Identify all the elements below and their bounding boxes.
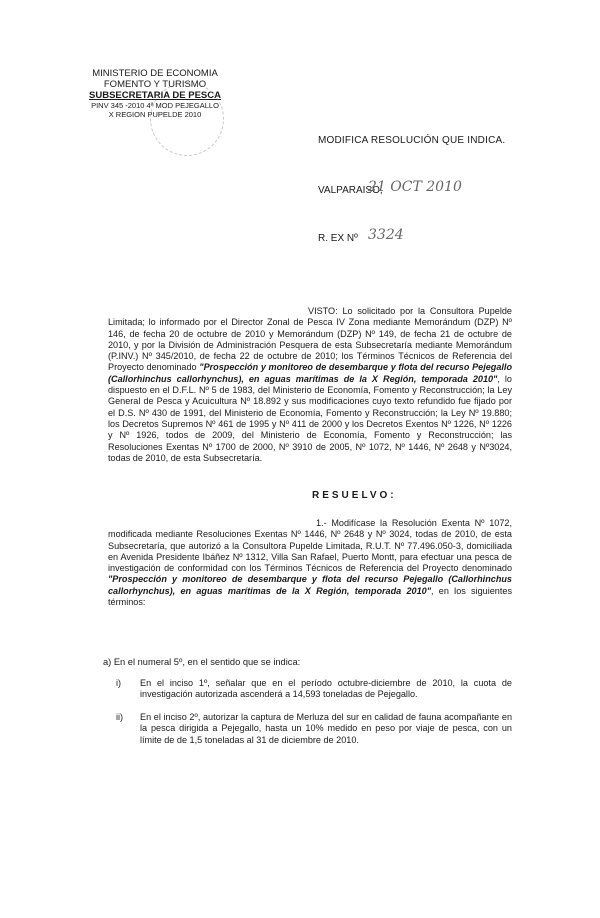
official-seal-stamp: [150, 82, 224, 156]
visto-paragraph: [108, 306, 512, 464]
article-1-text-2: , en los siguientes términos:: [108, 585, 512, 608]
subitem-marker: i): [116, 678, 122, 688]
item-a: a) En el numeral 5º, en el sentido que se indica:: [103, 657, 301, 667]
visto-text: Lo solicitado por la Consultora Pupelde Limitada; lo informado por el Director Zonal de Pesca IV Zona mediante Memorándum (DZP) Nº 146, de fecha 20 de octubre de 2010 y Memorándum (DZP) Nº 149, de fecha 21 de octubre de 2010, y por la División de Administración Pesquera de esta Subsecretaría mediante Memorándum (P.INV.) Nº 345/2010, de fecha 22 de octubre de 2010; los Términos Técnicos de Referencia del Proyecto denominado: [108, 306, 512, 373]
letterhead-ministry-2: FOMENTO Y TURISMO: [103, 79, 207, 90]
handwritten-resolution-number: 3324: [368, 227, 404, 243]
article-1-paragraph: [108, 518, 512, 608]
subitem-text: En el inciso 1º, señalar que en el período octubre-diciembre de 2010, la cuota de investigación autorizada ascenderá a 14,593 toneladas de Pejegallo.: [140, 678, 512, 700]
visto-project-name: "Prospección y monitoreo de desembarque y flota del recurso Pejegallo (Callorhinchus callorhynchus), en aguas marítimas de la X Región, temporada 2010": [108, 362, 512, 384]
visto-lead: VISTO:: [308, 306, 338, 316]
letterhead-subsecretaria: SUBSECRETARIA DE PESCA: [89, 90, 221, 101]
subitem-ii: [116, 712, 512, 746]
subitem-i: [116, 678, 512, 701]
handwritten-date: 21 OCT 2010: [368, 179, 462, 195]
letterhead-region: X REGION PUPELDE 2010: [108, 110, 202, 119]
article-1-text: 1.- Modifícase la Resolución Exenta Nº 1072, modificada mediante Resoluciones Exentas Nº 1446, Nº 2648 y Nº 3024, todas de 2010, de esta Subsecretaría, que autorizó a la Consultora Pupelde Limitada, R.U.T. Nº 77.496.050-3, domiciliada en Avenida Presidente Ibáñez Nº 1312, Villa San Rafael, Puerto Montt, para efectuar una pesca de investigación de conformidad con los Términos Técnicos de Referencia del Proyecto denominado: [108, 518, 512, 574]
resolution-number-label: R. EX Nº: [318, 233, 358, 244]
visto-text-2: , lo dispuesto en el D.F.L. Nº 5 de 1983, del Ministerio de Economía, Fomento y Reconstrucción; la Ley General de Pesca y Acuicultura Nº 18.892 y sus modificaciones cuyo texto refundido fue fijado por el D.S. Nº 430 de 1991, del Ministerio de Economía, Fomento y Reconstrucción; la Ley Nº 19.880; los Decretos Supremos Nº 461 de 1995 y Nº 411 de 2000 y los Decretos Exentos Nº 1226, Nº 1226 y Nº 1926, todos de 2009, del Ministerio de Economía, Fomento y Reconstrucción; las Resoluciones Exentas Nº 1700 de 2000, Nº 3910 de 2005, Nº 1072, Nº 1446, Nº 2648 y Nº3024, todas de 2010, de esta Subsecretaría.: [108, 373, 512, 463]
article-1-project-name: "Prospección y monitoreo de desembarque y flota del recurso Pejegallo (Callorhinchus callorhynchus), en aguas marítimas de la X Región, temporada 2010": [108, 574, 512, 596]
letterhead-reference: PINV 345 -2010 4ª MOD PEJEGALLO: [91, 101, 219, 110]
subitem-marker: ii): [116, 712, 124, 722]
place-label: VALPARAISO,: [318, 185, 383, 196]
resuelvo-heading: RESUELVO:: [312, 490, 397, 501]
letterhead-ministry: MINISTERIO DE ECONOMIA: [92, 68, 218, 79]
document-title: MODIFICA RESOLUCIÓN QUE INDICA.: [318, 135, 506, 146]
subitem-text: En el inciso 2º, autorizar la captura de Merluza del sur en calidad de fauna acompañante en la pesca dirigida a Pejegallo, hasta un 10% medido en peso por viaje de pesca, con un límite de de 1,5 toneladas al 31 de diciembre de 2010.: [140, 712, 512, 745]
